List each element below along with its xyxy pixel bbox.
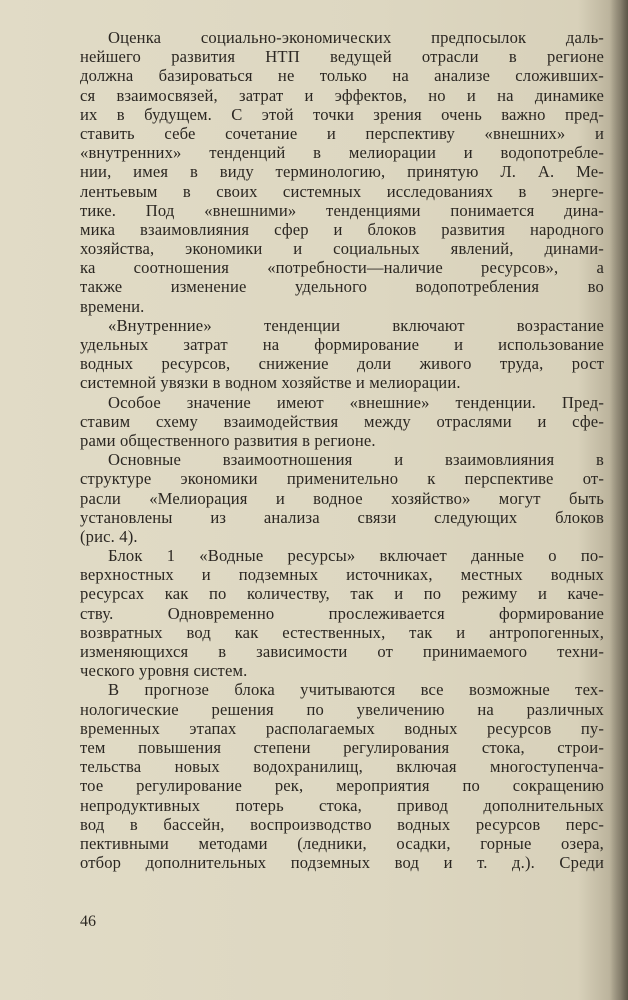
text-line: водных ресурсов, снижение доли живого труда, рост — [80, 354, 604, 374]
text-line: пективными методами (ледники, осадки, горные озера, — [80, 833, 604, 853]
text-line: Оценка социально-экономических предпосылок даль- — [108, 28, 604, 47]
page-number: 46 — [80, 913, 96, 930]
text-line: мика взаимовлияния сфер и блоков развития народного — [80, 219, 604, 239]
text-line: «внутренних» тенденций в мелиорации и водопотребле- — [80, 143, 604, 163]
text-line: удельных затрат на формирование и использование — [80, 335, 604, 354]
text-line: Блок 1 «Водные ресурсы» включает данные о по- — [108, 546, 604, 566]
text-line: нологические решения по увеличению на различных — [80, 699, 604, 719]
text-line: ставить себе сочетание и перспективу «внешних» и — [80, 123, 604, 143]
text-line: ся взаимосвязей, затрат и эффектов, но и на динамике — [80, 85, 604, 105]
text-line: тике. Под «внешними» тенденциями понимается дина- — [80, 200, 604, 220]
text-line: их в будущем. С этой точки зрения очень важно пред- — [80, 104, 604, 124]
text-line: системной увязки в водном хозяйстве и мелиорации. — [80, 373, 461, 393]
text-line: тельства новых водохранилищ, включая многоступенча- — [80, 757, 604, 777]
text-line: (рис. 4). — [80, 526, 138, 546]
text-line: ставим схему взаимодействия между отраслями и сфе- — [80, 411, 604, 431]
text-line: временных этапах располагаемых водных ресурсов пу- — [80, 718, 604, 738]
text-line: рами общественного развития в регионе. — [80, 430, 376, 450]
text-line: также изменение удельного водопотребления во — [80, 277, 604, 297]
text-line: верхностных и подземных источниках, местных водных — [80, 565, 604, 585]
text-line: возвратных вод как естественных, так и антропогенных, — [80, 622, 604, 642]
text-line: «Внутренние» тенденции включают возрастание — [108, 315, 604, 335]
text-line: нейшего развития НТП ведущей отрасли в регионе — [80, 47, 604, 67]
text-line: Особое значение имеют «внешние» тенденции. Пред- — [108, 392, 604, 412]
text-line: хозяйства, экономики и социальных явлений, динами- — [80, 239, 604, 259]
text-line: структуре экономики применительно к перспективе от- — [80, 469, 604, 489]
text-line: вод в бассейн, воспроизводство водных ресурсов перс- — [80, 814, 604, 834]
text-line: времени. — [80, 296, 145, 316]
text-line: должна базироваться не только на анализе сложивших- — [80, 66, 604, 86]
text-line: ству. Одновременно прослеживается формирование — [80, 603, 604, 623]
text-line: установлены из анализа связи следующих блоков — [80, 507, 604, 527]
book-spine-shadow — [610, 0, 628, 1000]
text-line: изменяющихся в зависимости от принимаемого техни- — [80, 642, 604, 661]
text-line: ресурсах как по количеству, так и по режиму и каче- — [80, 584, 604, 604]
text-line: непродуктивных потерь стока, привод дополнительных — [80, 795, 604, 815]
text-line: нии, имея в виду терминологию, принятую Л. А. Ме- — [80, 162, 604, 182]
text-line: Основные взаимоотношения и взаимовлияния в — [108, 450, 604, 470]
text-line: тое регулирование рек, мероприятия по сокращению — [80, 776, 604, 796]
text-line: расли «Мелиорация и водное хозяйство» могут быть — [80, 488, 604, 508]
body-text — [80, 28, 604, 872]
text-line: отбор дополнительных подземных вод и т. д.). Среди — [80, 853, 604, 873]
text-line: В прогнозе блока учитываются все возможные тех- — [108, 680, 604, 700]
text-line: лентьевым в своих системных исследованиях в энерге- — [80, 181, 604, 201]
text-line: ка соотношения «потребности—наличие ресурсов», а — [80, 258, 604, 278]
text-line: ческого уровня систем. — [80, 661, 248, 681]
text-line: тем повышения степени регулирования стока, строи- — [80, 737, 604, 757]
